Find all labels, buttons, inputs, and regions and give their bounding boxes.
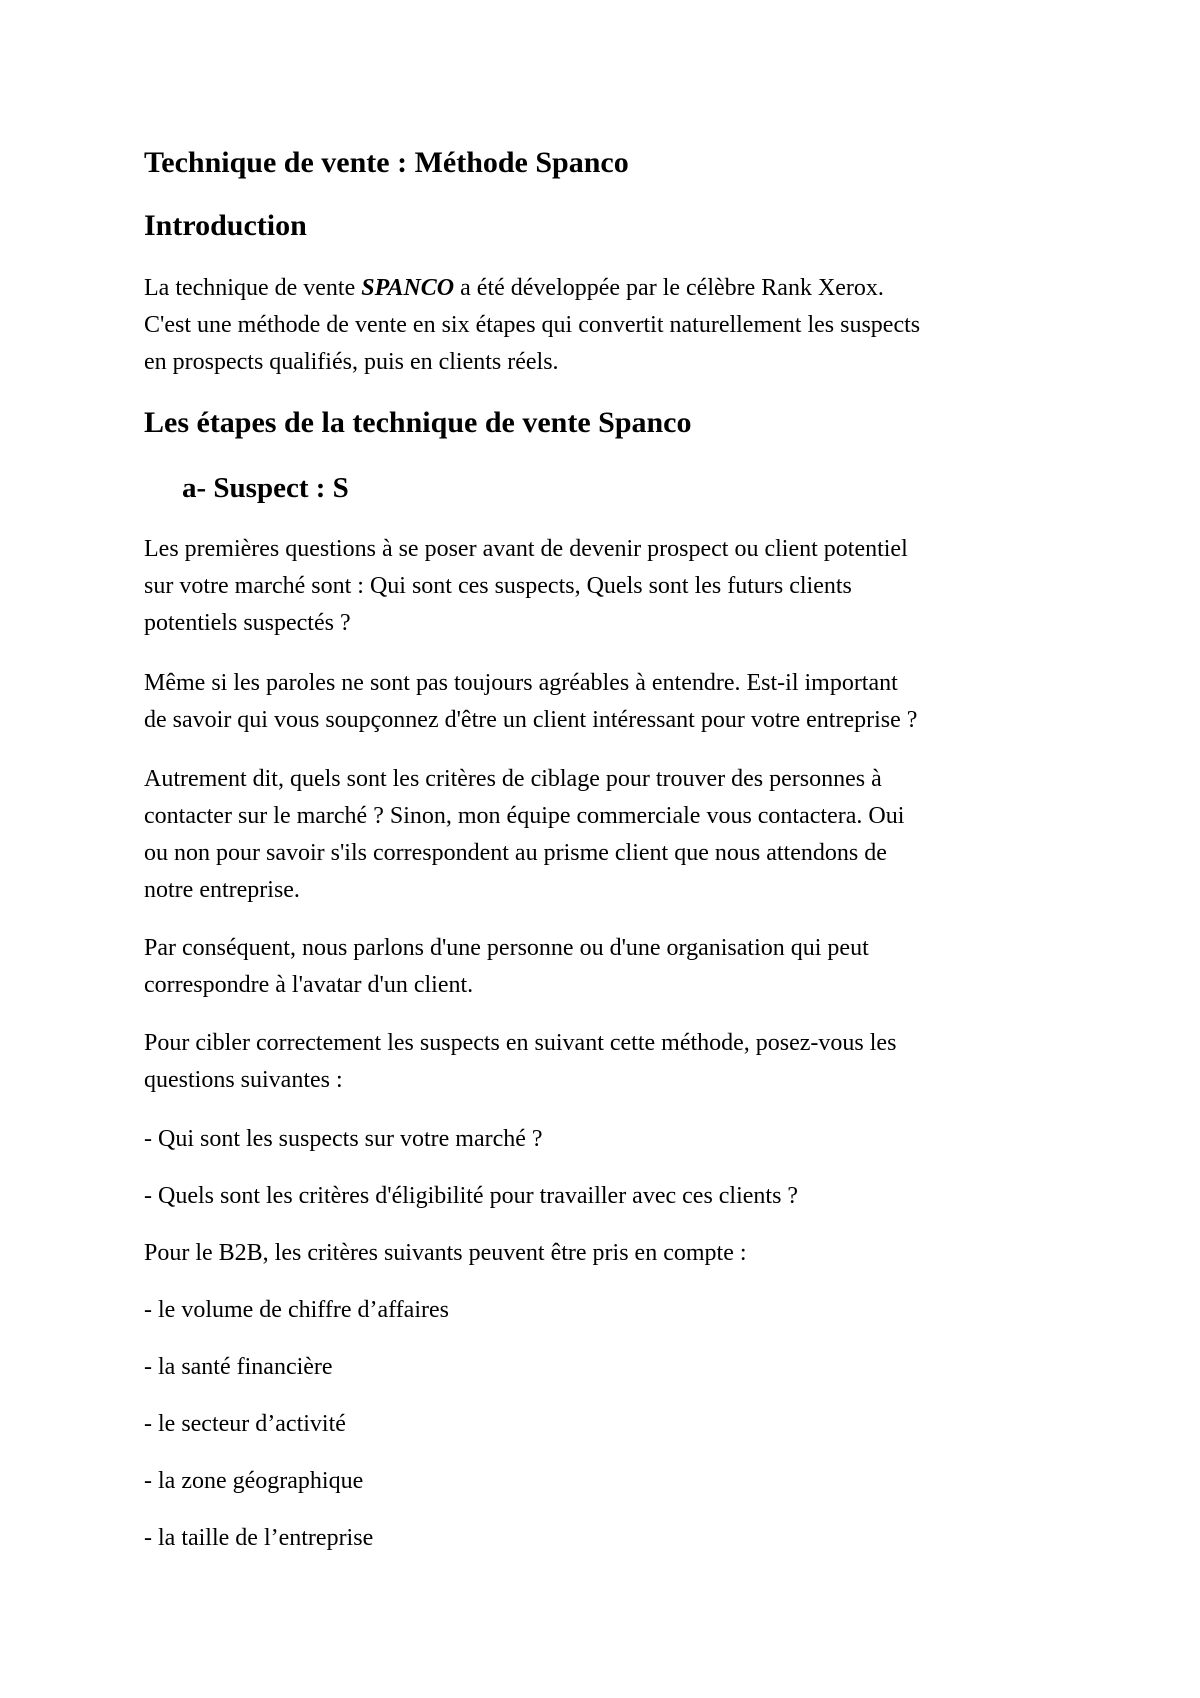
- paragraph-4-line-1: Autrement dit, quels sont les critères de ciblage pour trouver des personnes à: [144, 766, 882, 792]
- criteria-item: [144, 1520, 1074, 1557]
- paragraph-5-line-2: correspondre à l'avatar d'un client.: [144, 972, 474, 998]
- paragraph-6: [144, 1025, 1074, 1099]
- criteria-item-text: - la zone géographique: [144, 1468, 364, 1494]
- intro-heading: [144, 206, 1074, 246]
- paragraph-4-line-4: notre entreprise.: [144, 877, 300, 903]
- criteria-item-text: - le secteur d’activité: [144, 1411, 346, 1437]
- criteria-item: [144, 1349, 1074, 1386]
- intro-line-1-pre: La technique de vente: [144, 275, 362, 301]
- paragraph-2-line-2: sur votre marché sont : Qui sont ces suspects, Quels sont les futurs clients: [144, 573, 852, 599]
- paragraph-2: [144, 531, 1074, 642]
- criteria-item-text: - la santé financière: [144, 1354, 333, 1380]
- intro-paragraph: [144, 270, 1074, 381]
- question-2-text: - Quels sont les critères d'éligibilité pour travailler avec ces clients ?: [144, 1183, 799, 1209]
- b2b-intro: [144, 1235, 1074, 1272]
- paragraph-4-line-2: contacter sur le marché ? Sinon, mon équipe commerciale vous contactera. Oui: [144, 803, 905, 829]
- paragraph-6-line-1: Pour cibler correctement les suspects en suivant cette méthode, posez-vous les: [144, 1030, 897, 1056]
- paragraph-4-line-3: ou non pour savoir s'ils correspondent au prisme client que nous attendons de: [144, 840, 887, 866]
- intro-line-2: C'est une méthode de vente en six étapes qui convertit naturellement les suspects: [144, 312, 921, 338]
- criteria-item: [144, 1292, 1074, 1329]
- question-2: [144, 1178, 1074, 1215]
- intro-line-1: [144, 270, 1074, 307]
- steps-heading: [144, 403, 1074, 443]
- paragraph-3: [144, 665, 1074, 739]
- document-title-text: Technique de vente : Méthode Spanco: [144, 146, 629, 179]
- paragraph-3-line-2: de savoir qui vous soupçonnez d'être un client intéressant pour votre entreprise ?: [144, 707, 918, 733]
- b2b-intro-text: Pour le B2B, les critères suivants peuvent être pris en compte :: [144, 1240, 747, 1266]
- paragraph-2-line-1: Les premières questions à se poser avant de devenir prospect ou client potentiel: [144, 536, 908, 562]
- criteria-item: [144, 1406, 1074, 1443]
- paragraph-3-line-1: Même si les paroles ne sont pas toujours agréables à entendre. Est-il important: [144, 670, 898, 696]
- criteria-item-text: - la taille de l’entreprise: [144, 1525, 374, 1551]
- suspect-subheading: [182, 468, 1112, 508]
- criteria-item: [144, 1463, 1074, 1500]
- paragraph-5: [144, 930, 1074, 1004]
- document-title: [144, 143, 1074, 183]
- intro-line-1-post: a été développée par le célèbre Rank Xerox.: [454, 275, 884, 301]
- intro-line-3: en prospects qualifiés, puis en clients réels.: [144, 349, 559, 375]
- question-1-text: - Qui sont les suspects sur votre marché ?: [144, 1126, 543, 1152]
- paragraph-4: [144, 761, 1074, 909]
- paragraph-6-line-2: questions suivantes :: [144, 1067, 343, 1093]
- intro-heading-text: Introduction: [144, 209, 307, 242]
- steps-heading-text: Les étapes de la technique de vente Spanco: [144, 406, 692, 439]
- paragraph-2-line-3: potentiels suspectés ?: [144, 610, 351, 636]
- criteria-item-text: - le volume de chiffre d’affaires: [144, 1297, 449, 1323]
- spanco-emphasis: SPANCO: [361, 275, 455, 301]
- question-1: [144, 1121, 1074, 1158]
- suspect-subheading-text: a- Suspect : S: [182, 472, 349, 504]
- paragraph-5-line-1: Par conséquent, nous parlons d'une personne ou d'une organisation qui peut: [144, 935, 869, 961]
